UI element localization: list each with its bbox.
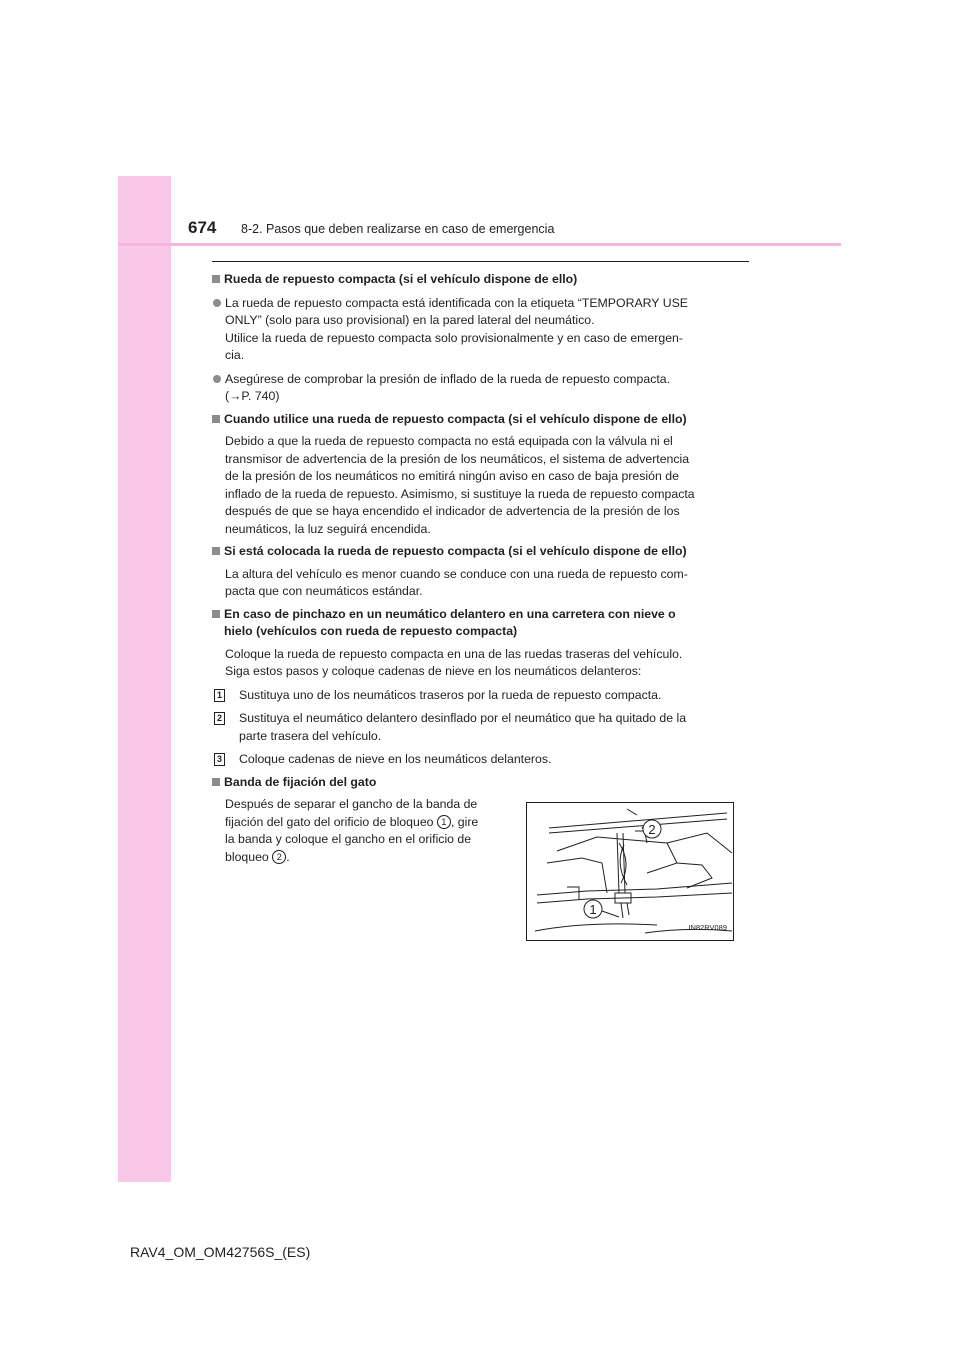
section-heading-jack-strap: Banda de fijación del gato: [212, 774, 749, 792]
square-bullet-icon: [212, 547, 220, 555]
round-bullet-icon: [213, 299, 221, 307]
header-rule: [118, 243, 841, 246]
bullet-item: La rueda de repuesto compacta está identificada con la etiqueta “TEMPORARY USE ONLY” (solo para uso provisional) en la pared lateral del neumático. Utilice la rueda de repuesto compacta solo provisionalmente y en caso de emergen- cia.: [212, 295, 749, 365]
step-number-badge: 3: [214, 753, 225, 766]
paragraph: Coloque la rueda de repuesto compacta en una de las ruedas traseras del vehículo. Siga estos pasos y coloque cadenas de nieve en los neumáticos delanteros:: [225, 646, 683, 678]
bullet-item: Asegúrese de comprobar la presión de inflado de la rueda de repuesto compacta. (→P. 740): [212, 371, 749, 406]
figure-callout-1: 1: [589, 902, 597, 917]
square-bullet-icon: [212, 415, 220, 423]
main-content: [212, 266, 749, 956]
side-band: [118, 176, 171, 1182]
square-bullet-icon: [212, 778, 220, 786]
step-item: 1 Sustituya uno de los neumáticos traseros por la rueda de repuesto compacta.: [212, 687, 749, 705]
square-bullet-icon: [212, 275, 220, 283]
paragraph: La altura del vehículo es menor cuando se conduce con una rueda de repuesto com- pacta que con neumáticos estándar.: [225, 566, 688, 598]
figure-callout-2: 2: [648, 822, 656, 837]
step-item: 3 Coloque cadenas de nieve en los neumáticos delanteros.: [212, 751, 749, 769]
section-header: 8-2. Pasos que deben realizarse en caso de emergencia: [241, 222, 555, 236]
jack-strap-text: Después de separar el gancho de la banda de fijación del gato del orificio de bloqueo 1 , gire la banda y coloque el gancho en el orificio de bloqueo 2 .: [225, 797, 479, 864]
section-heading-spare-wheel: Rueda de repuesto compacta (si el vehículo dispone de ello): [212, 271, 749, 289]
step-item: 2 Sustituya el neumático delantero desinflado por el neumático que ha quitado de la parte trasera del vehículo.: [212, 710, 749, 745]
step-number-badge: 1: [214, 689, 225, 702]
callout-1-icon: 1: [437, 815, 451, 829]
footer-code: RAV4_OM_OM42756S_(ES): [130, 1244, 311, 1260]
section-heading-using-spare: Cuando utilice una rueda de repuesto compacta (si el vehículo dispone de ello): [212, 411, 749, 429]
round-bullet-icon: [213, 375, 221, 383]
square-bullet-icon: [212, 610, 220, 618]
paragraph: Debido a que la rueda de repuesto compacta no está equipada con la válvula ni el transmisor de advertencia de la presión de los neumáticos, el sistema de advertencia de la presión de los neumáticos no emitirá ningún aviso en caso de baja presión de inflado de la rueda de repuesto. Asimismo, si sustituye la rueda de repuesto compacta después de que se haya encendido el indicador de advertencia de la presión de los neumáticos, la luz seguirá encendida.: [225, 434, 695, 536]
step-number-badge: 2: [214, 712, 225, 725]
section-heading-front-puncture: En caso de pinchazo en un neumático delantero en una carretera con nieve o hielo (vehículos con rueda de repuesto compacta): [212, 606, 749, 641]
callout-2-icon: 2: [272, 850, 286, 864]
page-reference-link[interactable]: (→P. 740): [225, 389, 280, 403]
jack-strap-illustration: [526, 802, 734, 941]
figure-code: IN82RV089: [688, 922, 727, 932]
section-heading-spare-installed: Si está colocada la rueda de repuesto compacta (si el vehículo dispone de ello): [212, 543, 749, 561]
page-number: 674: [188, 218, 217, 237]
jack-strap-block: [212, 796, 749, 956]
content-rule: [212, 261, 749, 262]
